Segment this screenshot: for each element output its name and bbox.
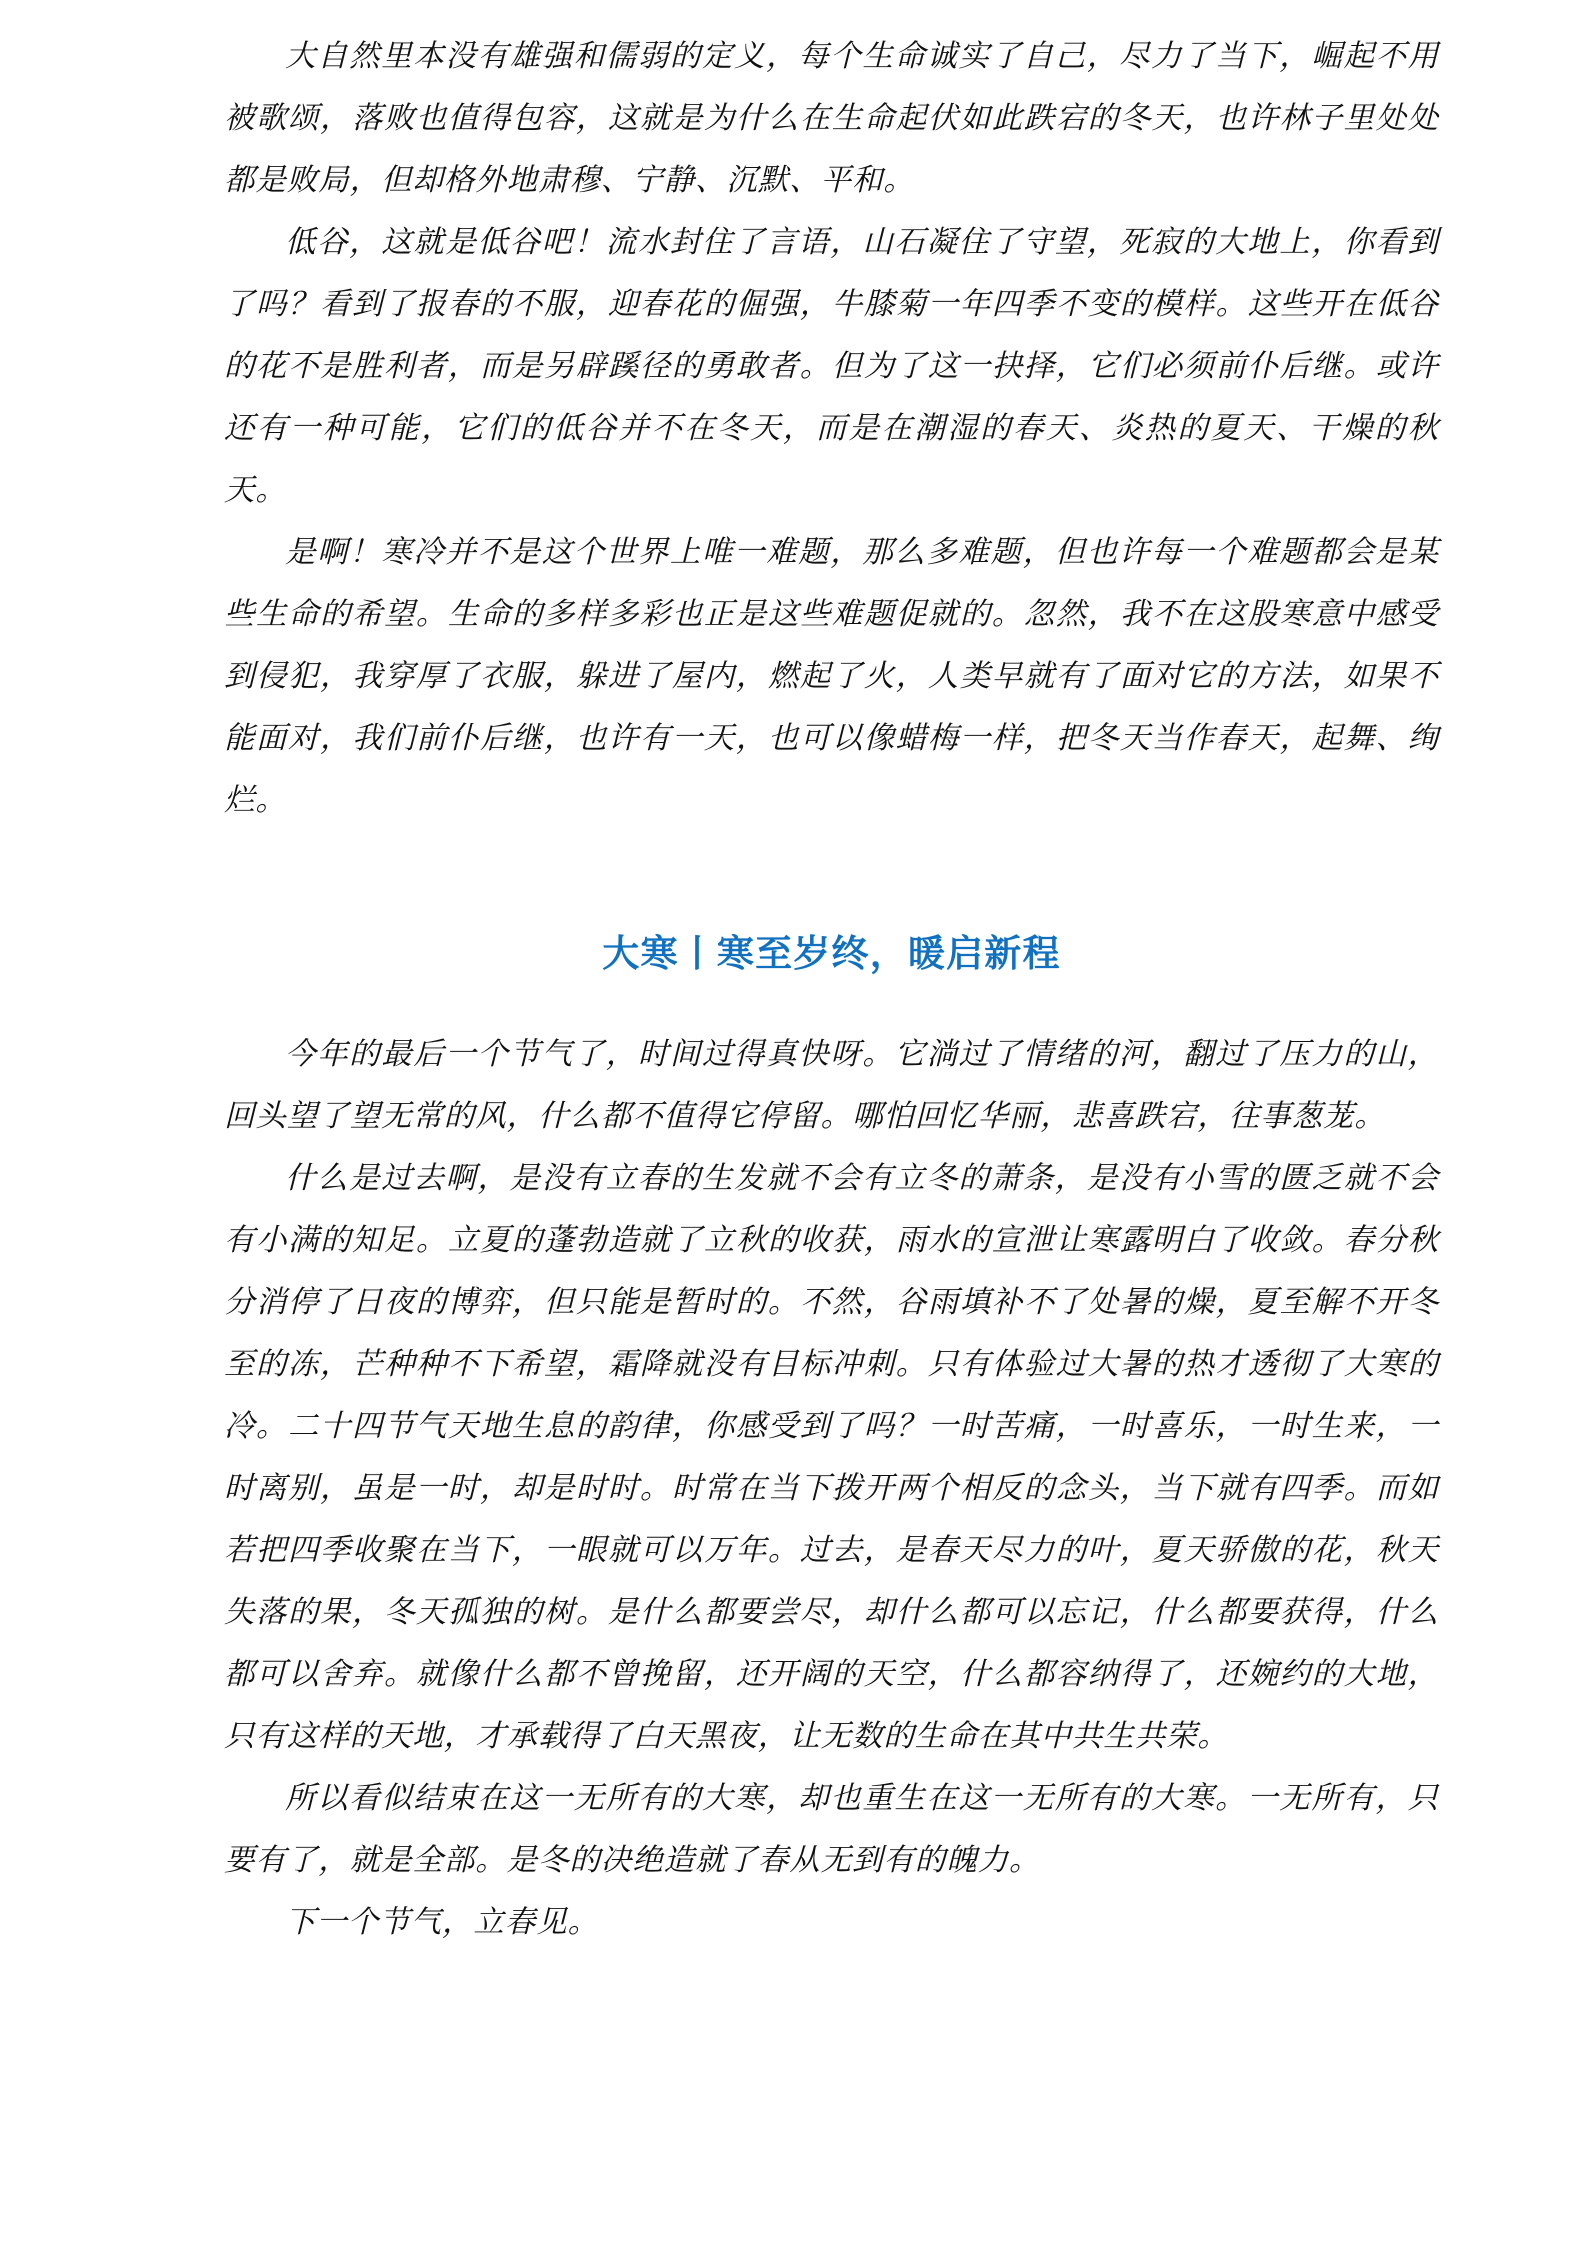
heading-spacer	[224, 980, 1439, 1024]
paragraph: 大自然里本没有雄强和儒弱的定义，每个生命诚实了自己，尽力了当下，崛起不用被歌颂，落败也值得包容，这就是为什么在生命起伏如此跌宕的冬天，也许林子里处处都是败局，但却格外地肃穆、宁静、沉默、平和。	[224, 39, 1439, 198]
paragraph: 下一个节气，立春见。	[285, 1905, 599, 1940]
page-content	[224, 26, 1439, 1954]
section-spacer	[224, 832, 1439, 928]
paragraph: 所以看似结束在这一无所有的大寒，却也重生在这一无所有的大寒。一无所有，只要有了，就是全部。是冬的决绝造就了春从无到有的魄力。	[224, 1781, 1439, 1878]
section-two	[224, 928, 1439, 1954]
section-one	[224, 26, 1439, 832]
paragraph: 今年的最后一个节气了，时间过得真快呀。它淌过了情绪的河，翻过了压力的山，回头望了望无常的风，什么都不值得它停留。哪怕回忆华丽，悲喜跌宕，往事葱茏。	[224, 1037, 1439, 1134]
paragraph: 是啊！寒冷并不是这个世界上唯一难题，那么多难题，但也许每一个难题都会是某些生命的希望。生命的多样多彩也正是这些难题促就的。忽然，我不在这股寒意中感受到侵犯，我穿厚了衣服，躲进了屋内，燃起了火，人类早就有了面对它的方法，如果不能面对，我们前仆后继，也许有一天，也可以像蜡梅一样，把冬天当作春天，起舞、绚烂。	[224, 535, 1439, 818]
paragraph: 低谷，这就是低谷吧！流水封住了言语，山石凝住了守望，死寂的大地上，你看到了吗？看到了报春的不服，迎春花的倔强，牛膝菊一年四季不变的模样。这些开在低谷的花不是胜利者，而是另辟蹊径的勇敢者。但为了这一抉择，它们必须前仆后继。或许还有一种可能，它们的低谷并不在冬天，而是在潮湿的春天、炎热的夏天、干燥的秋天。	[224, 225, 1439, 508]
paragraph: 什么是过去啊，是没有立春的生发就不会有立冬的萧条，是没有小雪的匮乏就不会有小满的知足。立夏的蓬勃造就了立秋的收获，雨水的宣泄让寒露明白了收敛。春分秋分消停了日夜的博弈，但只能是暂时的。不然，谷雨填补不了处暑的燥，夏至解不开冬至的冻，芒种种不下希望，霜降就没有目标冲刺。只有体验过大暑的热才透彻了大寒的冷。二十四节气天地生息的韵律，你感受到了吗？一时苦痛，一时喜乐，一时生来，一时离别，虽是一时，却是时时。时常在当下拨开两个相反的念头，当下就有四季。而如若把四季收聚在当下，一眼就可以万年。过去，是春天尽力的叶，夏天骄傲的花，秋天失落的果，冬天孤独的树。是什么都要尝尽，却什么都可以忘记，什么都要获得，什么都可以舍弃。就像什么都不曾挽留，还开阔的天空，什么都容纳得了，还婉约的大地，只有这样的天地，才承载得了白天黑夜，让无数的生命在其中共生共荣。	[224, 1161, 1439, 1754]
section-heading: 大寒丨寒至岁终，暖启新程	[602, 933, 1061, 974]
